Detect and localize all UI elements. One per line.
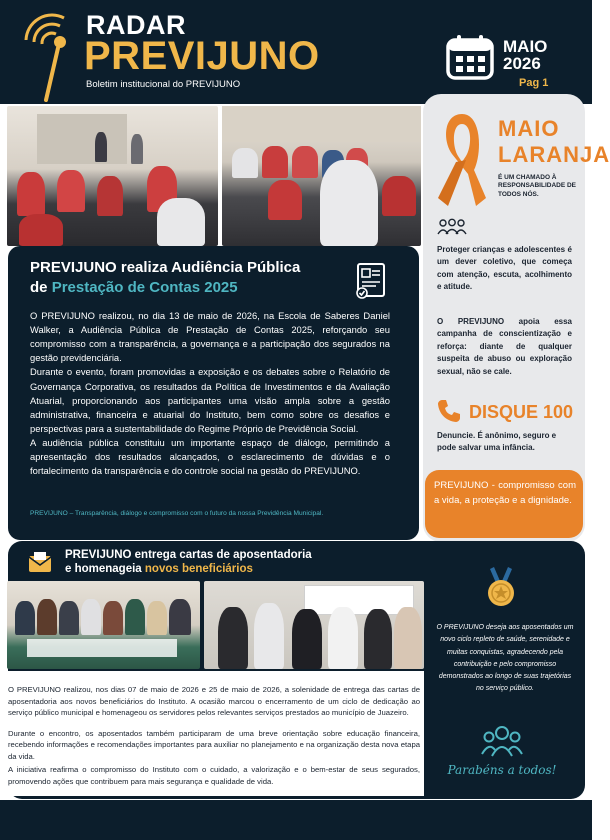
aposentadoria-paragraph: Durante o encontro, os aposentados também participaram de uma breve orientação sobre educação financeira, recebendo informações e recomendações importantes para auxiliar no planejamento e na organização desta nova etapa da vida. — [8, 728, 420, 761]
phone-icon — [436, 398, 462, 424]
audiencia-paragraph: Durante o evento, foram promovidas a exposição e os debates sobre o Relatório de Governança Corporativa, os resultados da Política de Investimentos e da Avaliação Atuarial, proporcionando aos participantes uma visão ampla sobre a gestão administrativa, financeira e atuarial do Instituto, bem como sobre os desafios e perspectivas para a sustentabilidade do Regime Próprio de Previdência Social. — [30, 366, 390, 434]
aposentadoria-title-prefix: e homenageia — [65, 563, 145, 575]
maio-laranja-title-2: LARANJA — [498, 142, 610, 167]
audiencia-title-line-2 — [30, 279, 238, 296]
people-icon — [437, 218, 467, 236]
audiencia-photo-1 — [7, 106, 218, 246]
medal-icon — [484, 567, 518, 609]
envelope-icon — [28, 551, 52, 575]
page-number: Pag 1 — [519, 77, 549, 89]
aposentadoria-body — [8, 684, 420, 796]
footer-bar — [0, 800, 592, 840]
tribute-text: O PREVIJUNO deseja aos aposentados um novo ciclo repleto de saúde, serenidade e muitas conquistas, agradecendo pela contribuição e pelo compromisso demonstrados ao longo de suas trajetórias no serviço público. — [436, 624, 574, 693]
aposentadoria-photo-2 — [204, 581, 424, 669]
maio-laranja-subtitle: É UM CHAMADO À RESPONSABILIDADE DE TODOS NÓS. — [498, 174, 577, 198]
audiencia-title-line-1: PREVIJUNO realiza Audiência Pública — [30, 259, 301, 276]
microphone-icon — [18, 10, 88, 102]
edition-month: MAIO — [503, 37, 548, 56]
aposentadoria-title-line-1: PREVIJUNO entrega cartas de aposentadoria — [65, 549, 312, 561]
congrats-text: Parabéns a todos! — [447, 763, 557, 777]
audiencia-title-prefix: de — [30, 279, 52, 296]
calendar-icon — [446, 34, 494, 80]
audiencia-body — [30, 309, 390, 478]
commitment-text: PREVIJUNO - compromisso com a vida, a proteção e a dignidade. — [434, 480, 576, 506]
brand-radar: RADAR — [86, 10, 186, 40]
audiencia-paragraph: O PREVIJUNO realizou, no dia 13 de maio de 2026, na Escola de Saberes Daniel Walker, a Audiência Pública de Prestação de Contas 2025, reforçando seu compromisso com a transparência, a governança e a participação dos segurados na gestão previdenciária. — [30, 310, 390, 364]
maio-laranja-text-1: Proteger crianças e adolescentes é um dever coletivo, que começa com atenção, escuta, acolhimento e atitude. — [437, 245, 572, 292]
brand-subtitle: Boletim institucional do PREVIJUNO — [86, 79, 241, 90]
aposentadoria-photo-1 — [7, 581, 200, 669]
aposentadoria-paragraph: O PREVIJUNO realizou, nos dias 07 de maio de 2026 e 25 de maio de 2026, a solenidade de entrega das cartas de aposentadoria aos novos beneficiários do Instituto. A ocasião marcou o encerramento de um ciclo de dedicação ao serviço público municipal e homenageou os servidores pelos relevantes serviços prestados ao município de Juazeiro. — [8, 685, 420, 718]
brand-title: PREVIJUNO — [84, 34, 320, 78]
audiencia-title-highlight: Prestação de Contas 2025 — [51, 279, 238, 296]
audiencia-photo-2 — [222, 106, 421, 246]
maio-laranja-text-2: O PREVIJUNO apoia essa campanha de conscientização e reforça: diante de qualquer suspeita de abuso ou exploração sexual, não se cale. — [437, 317, 572, 376]
disque-100: DISQUE 100 — [469, 402, 574, 422]
aposentadoria-title-highlight: novos beneficiários — [144, 563, 253, 575]
audiencia-paragraph: A audiência pública constituiu um importante espaço de diálogo, permitindo a apresentação dos resultados alcançados, o esclarecimento de dúvidas e o fortalecimento da transparência e do controle social na gestão do PREVIJUNO. — [30, 436, 390, 477]
aposentadoria-title-line-2 — [65, 563, 253, 575]
edition-year: 2026 — [503, 54, 541, 73]
maio-laranja-title-1: MAIO — [498, 116, 560, 141]
aposentadoria-paragraph: A iniciativa reafirma o compromisso do Instituto com o cuidado, a valorização e o bem-estar de seus segurados, promovendo ações que contribuem para mais segurança e qualidade de vida. — [8, 765, 420, 786]
document-report-icon — [352, 261, 392, 301]
audiencia-footer: PREVIJUNO – Transparência, diálogo e compromisso com o futuro da nossa Previdência Municipal. — [30, 510, 324, 517]
denuncie-text: Denuncie. É anônimo, seguro e pode salvar uma infância. — [437, 431, 557, 452]
orange-ribbon-icon — [436, 110, 488, 210]
group-people-icon — [481, 724, 523, 758]
